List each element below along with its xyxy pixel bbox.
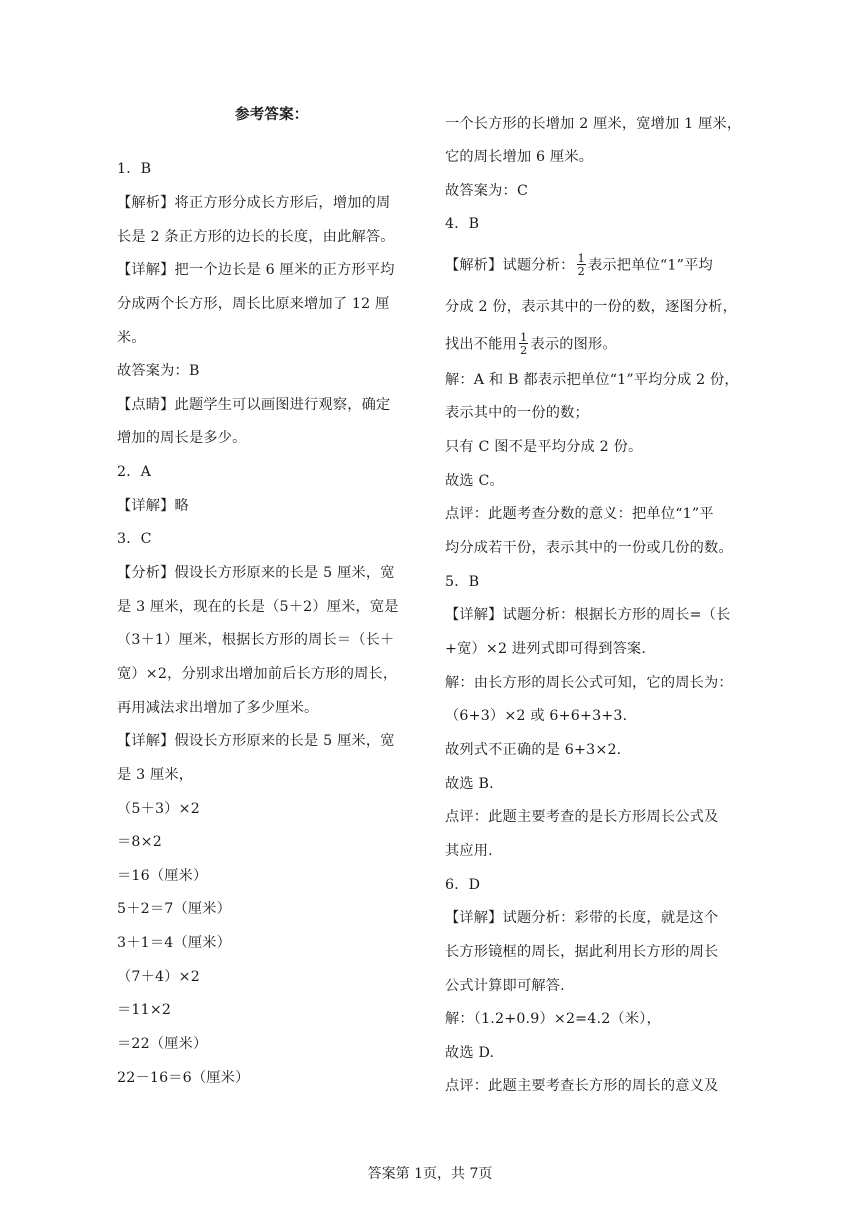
- answer-6: 6．D: [445, 877, 481, 893]
- equation-line: ＝16（厘米）: [117, 868, 208, 884]
- page-footer: 答案第 1页，共 7页: [367, 1166, 493, 1182]
- text-line: （3＋1）厘米，根据长方形的周长＝（长＋: [117, 632, 395, 648]
- text-line: 解：A 和 B 都表示把单位“1”平均分成 2 份，: [445, 372, 739, 388]
- text-segment: 【解析】试题分析：: [445, 257, 575, 274]
- fraction-numerator: 1: [519, 330, 528, 344]
- text-line: 再用减法求出增加了多少厘米。: [117, 700, 319, 716]
- equation-line: ＝22（厘米）: [117, 1036, 208, 1052]
- answer-1: 1．B: [117, 161, 152, 177]
- fraction-one-half: [519, 331, 529, 356]
- text-line: 故选 B.: [445, 776, 494, 792]
- text-line: 分成两个长方形，周长比原来增加了 12 厘: [117, 296, 390, 312]
- text-line: 点评：此题主要考查的是长方形周长公式及: [445, 809, 719, 825]
- text-line: 增加的周长是多少。: [117, 430, 247, 446]
- answer-title: 参考答案：: [235, 106, 309, 123]
- answer-3: 3．C: [117, 531, 152, 547]
- text-segment: 表示的图形。: [530, 336, 617, 353]
- text-line: 点评：此题主要考查长方形的周长的意义及: [445, 1078, 719, 1094]
- equation-line: （7＋4）×2: [117, 969, 200, 985]
- text-line: 其应用.: [445, 843, 493, 859]
- text-line: 表示其中的一份的数；: [445, 405, 589, 421]
- equation-line: 3＋1＝4（厘米）: [117, 935, 232, 951]
- fraction-one-half: [577, 252, 587, 277]
- text-line: 均分成若干份，表示其中的一份或几份的数。: [445, 540, 733, 556]
- text-line: 【解析】将正方形分成长方形后，增加的周: [117, 195, 391, 211]
- text-line: 宽）×2，分别求出增加前后长方形的周长，: [117, 666, 398, 682]
- text-line: 公式计算即可解答.: [445, 978, 565, 994]
- text-line: 长是 2 条正方形的边长的长度，由此解答。: [117, 229, 395, 245]
- text-line: 【详解】试题分析：彩带的长度，就是这个: [445, 910, 719, 926]
- fraction-line: [445, 253, 713, 278]
- answer-2: 2．A: [117, 464, 152, 480]
- fraction-line: [445, 332, 617, 357]
- text-line: +宽）×2 进列式即可得到答案.: [445, 641, 647, 657]
- equation-line: 5＋2＝7（厘米）: [117, 901, 232, 917]
- text-line: 【详解】试题分析：根据长方形的周长=（长: [445, 607, 731, 623]
- fraction-denominator: 2: [577, 264, 586, 278]
- text-line: 米。: [117, 330, 146, 346]
- text-line: 【点睛】此题学生可以画图进行观察，确定: [117, 397, 391, 413]
- text-line: 【详解】把一个边长是 6 厘米的正方形平均: [117, 262, 395, 278]
- text-line: 故列式不正确的是 6+3×2.: [445, 742, 622, 758]
- text-line: 点评：此题考查分数的意义：把单位“1”平: [445, 506, 714, 522]
- text-line: 是 3 厘米，: [117, 767, 194, 783]
- text-line: 【详解】假设长方形原来的长是 5 厘米，宽: [117, 733, 395, 749]
- text-line: 它的周长增加 6 厘米。: [445, 149, 594, 165]
- text-line: 一个长方形的长增加 2 厘米，宽增加 1 厘米，: [445, 116, 742, 132]
- fraction-numerator: 1: [577, 251, 586, 265]
- answer-4: 4．B: [445, 216, 480, 232]
- text-line: 【分析】假设长方形原来的长是 5 厘米，宽: [117, 565, 395, 581]
- equation-line: 22－16＝6（厘米）: [117, 1070, 250, 1086]
- text-line: 只有 C 图不是平均分成 2 份。: [445, 439, 643, 455]
- text-line: 长方形镜框的周长，据此利用长方形的周长: [445, 944, 719, 960]
- equation-line: （5＋3）×2: [117, 801, 200, 817]
- equation-line: ＝11×2: [117, 1002, 172, 1018]
- text-line: 故答案为：B: [117, 363, 200, 379]
- equation-line: ＝8×2: [117, 834, 162, 850]
- text-line: 故选 C。: [445, 473, 504, 489]
- fraction-denominator: 2: [519, 343, 528, 357]
- text-segment: 表示把单位“1”平均: [588, 257, 713, 274]
- text-segment: 找出不能用: [445, 336, 517, 353]
- text-line: 【详解】略: [117, 498, 189, 514]
- text-line: 故选 D.: [445, 1045, 495, 1061]
- text-line: 解：由长方形的周长公式可知，它的周长为：: [445, 675, 733, 691]
- answer-5: 5．B: [445, 574, 480, 590]
- text-line: 解：（1.2+0.9）×2=4.2（米），: [445, 1011, 661, 1027]
- text-line: 分成 2 份，表示其中的一份的数，逐图分析，: [445, 299, 738, 315]
- text-line: 故答案为：C: [445, 183, 528, 199]
- text-line: 是 3 厘米，现在的长是（5＋2）厘米，宽是: [117, 599, 399, 615]
- text-line: （6+3）×2 或 6+6+3+3.: [445, 708, 628, 724]
